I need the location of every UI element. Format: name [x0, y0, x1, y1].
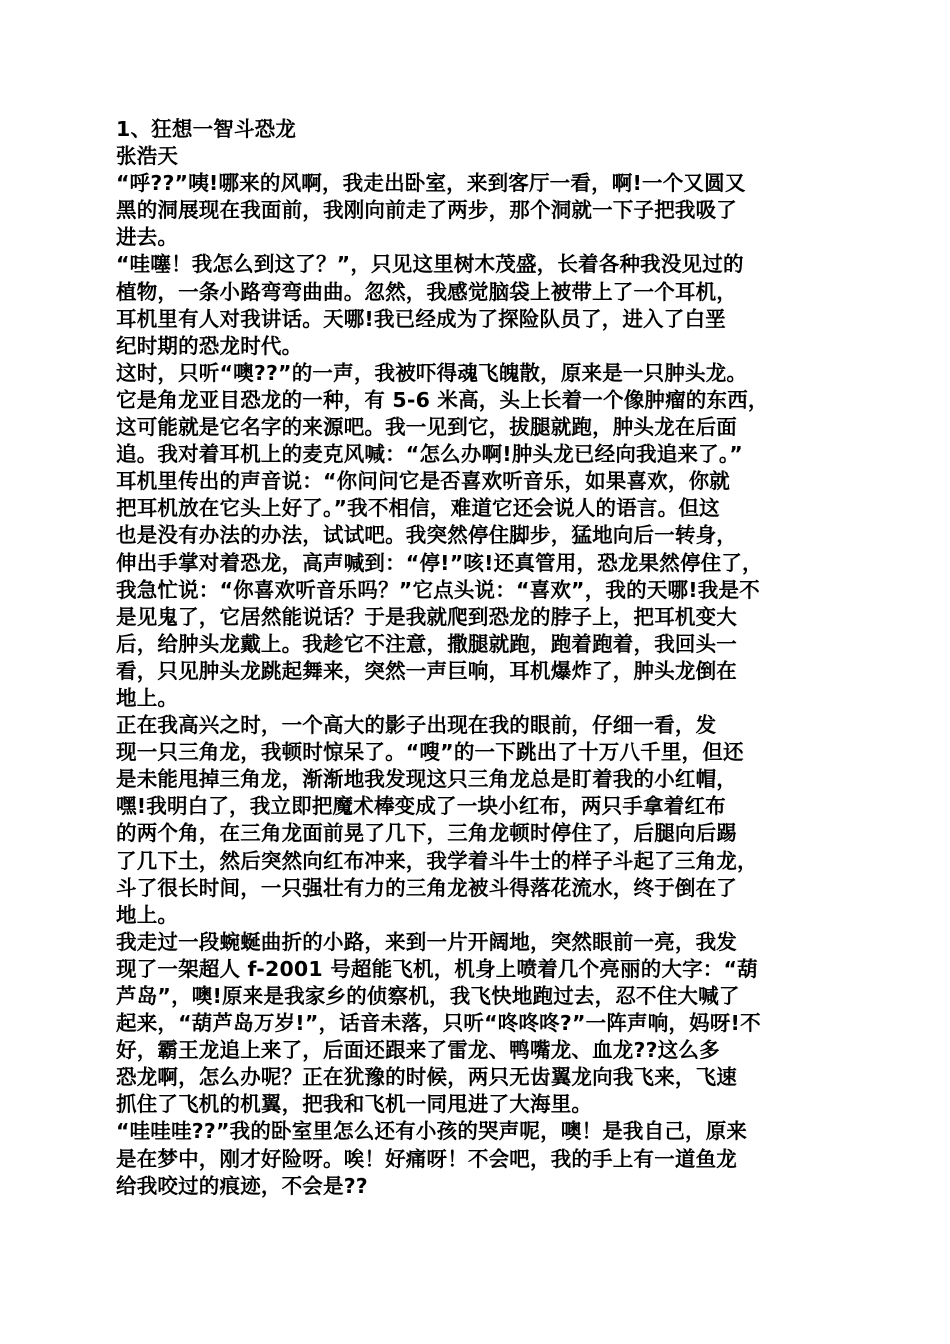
text-line: 它是角龙亚目恐龙的一种，有 5-6 米高，头上长着一个像肿瘤的东西， — [116, 387, 769, 412]
text-line: 地上。 — [116, 902, 179, 927]
text-line: 我走过一段蜿蜒曲折的小路，来到一片开阔地，突然眼前一亮，我发 — [116, 929, 737, 954]
text-line: 把耳机放在它头上好了。”我不相信，难道它还会说人的语言。但这 — [116, 496, 720, 521]
text-line: 耳机里传出的声音说：“你问问它是否喜欢听音乐，如果喜欢，你就 — [116, 469, 730, 494]
document-title: 1、狂想一智斗恐龙 — [116, 117, 297, 141]
text-line: 的两个角，在三角龙面前晃了几下，三角龙顿时停住了，后腿向后踢 — [116, 821, 737, 846]
text-line: 追。我对着耳机上的麦克风喊：“怎么办啊!肿头龙已经向我追来了。” — [116, 442, 743, 467]
text-line: 嘿!我明白了，我立即把魔术棒变成了一块小红布，两只手拿着红布 — [116, 794, 726, 819]
text-line: 芦岛”，噢!原来是我家乡的侦察机，我飞快地跑过去，忍不住大喊了 — [116, 984, 740, 1008]
text-line: “呼??”咦!哪来的风啊，我走出卧室，来到客厅一看，啊!一个又圆又 — [116, 171, 746, 196]
text-line: 给我咬过的痕迹，不会是?? — [116, 1173, 368, 1198]
text-line: “哇噻！我怎么到这了？”，只见这里树木茂盛，长着各种我没见过的 — [116, 252, 744, 277]
document-body — [116, 116, 840, 1200]
text-line: 我急忙说：“你喜欢听音乐吗？”它点头说：“喜欢”，我的天哪!我是不 — [116, 577, 760, 602]
text-line: 这可能就是它名字的来源吧。我一见到它，拔腿就跑，肿头龙在后面 — [116, 415, 737, 440]
text-line: 了几下土，然后突然向红布冲来，我学着斗牛士的样子斗起了三角龙， — [116, 848, 758, 873]
text-line: 抓住了飞机的机翼，把我和飞机一同甩进了大海里。 — [116, 1092, 593, 1117]
text-line: 植物，一条小路弯弯曲曲。忽然，我感觉脑袋上被带上了一个耳机， — [116, 279, 737, 304]
text-line: 现一只三角龙，我顿时惊呆了。“嗖”的一下跳出了十万八千里，但还 — [116, 740, 744, 765]
text-line: 黑的洞展现在我面前，我刚向前走了两步，那个洞就一下子把我吸了 — [116, 198, 737, 223]
document-text — [116, 170, 840, 1200]
text-line: 这时，只听“噢??”的一声，我被吓得魂飞魄散，原来是一只肿头龙。 — [116, 360, 748, 385]
text-line: 是见鬼了，它居然能说话？于是我就爬到恐龙的脖子上，把耳机变大 — [116, 604, 737, 629]
text-line: 是未能甩掉三角龙，渐渐地我发现这只三角龙总是盯着我的小红帽， — [116, 767, 737, 792]
text-line: 进去。 — [116, 225, 179, 250]
text-line: 是在梦中，刚才好险呀。唉！好痛呀！不会吧，我的手上有一道鱼龙 — [116, 1146, 737, 1171]
text-line: 后，给肿头龙戴上。我趁它不注意，撒腿就跑，跑着跑着，我回头一 — [116, 631, 737, 656]
text-line: 正在我高兴之时，一个高大的影子出现在我的眼前，仔细一看，发 — [116, 713, 717, 738]
text-line: 看，只见肿头龙跳起舞来，突然一声巨响，耳机爆炸了，肿头龙倒在 — [116, 658, 737, 683]
text-line: 起来，“葫芦岛万岁!”，话音未落，只听“咚咚咚?”一阵声响，妈呀!不 — [116, 1011, 761, 1036]
text-line: 好，霸王龙追上来了，后面还跟来了雷龙、鸭嘴龙、血龙??这么多 — [116, 1038, 720, 1063]
text-line: 现了一架超人 f-2001 号超能飞机，机身上喷着几个亮丽的大字：“葫 — [116, 956, 758, 981]
text-line: “哇哇哇??”我的卧室里怎么还有小孩的哭声呢，噢！是我自己，原来 — [116, 1119, 748, 1144]
text-line: 伸出手掌对着恐龙，高声喊到：“停!”咳!还真管用，恐龙果然停住了， — [116, 550, 763, 575]
text-line: 耳机里有人对我讲话。天哪!我已经成为了探险队员了，进入了白垩 — [116, 306, 726, 331]
text-line: 也是没有办法的办法，试试吧。我突然停住脚步，猛地向后一转身， — [116, 523, 737, 548]
text-line: 地上。 — [116, 685, 179, 710]
text-line: 纪时期的恐龙时代。 — [116, 333, 303, 358]
document-author: 张浩天 — [116, 144, 179, 169]
text-line: 恐龙啊，怎么办呢？正在犹豫的时候，两只无齿翼龙向我飞来，飞速 — [116, 1065, 737, 1090]
text-line: 斗了很长时间，一只强壮有力的三角龙被斗得落花流水，终于倒在了 — [116, 875, 737, 900]
